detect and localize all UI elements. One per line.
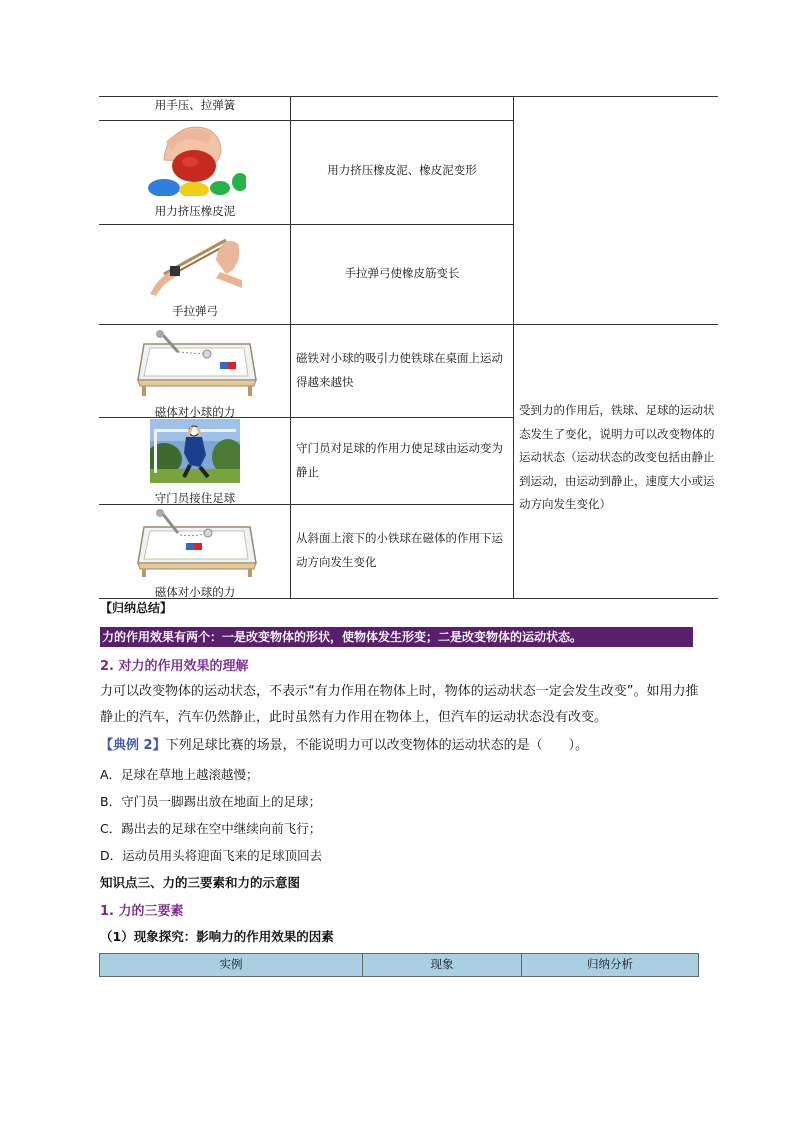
- row-caption: 守门员接住足球: [154, 491, 236, 505]
- example-question-text: 下列足球比赛的场景，不能说明力可以改变物体的运动状态的是（ ）。: [165, 738, 589, 753]
- knowledge-point-title: 知识点三、力的三要素和力的示意图: [100, 875, 301, 890]
- section-paragraph: 力可以改变物体的运动状态，不表示“有力作用在物体上时，物体的运动状态一定会发生改变”。如用力推静止的汽车，汽车仍然静止，此时虽然有力作用在物体上，但汽车的运动状态没有改变。: [100, 684, 699, 725]
- header-phenomenon: 现象: [430, 957, 454, 971]
- option-b: B．守门员一脚踢出放在地面上的足球；: [100, 794, 322, 809]
- row-phenomenon: 手拉弹弓使橡皮筋变长: [344, 266, 460, 280]
- option-d: D．运动员用头将迎面飞来的足球顶回去: [100, 848, 323, 863]
- magnet-ball-image-2: [130, 507, 258, 577]
- magnet-ball-image: [130, 328, 258, 398]
- factors-table-header: [99, 953, 699, 977]
- goalkeeper-photo: [150, 419, 240, 483]
- section-heading: 2. 对力的作用效果的理解: [100, 659, 249, 674]
- row-caption: 用力挤压橡皮泥: [154, 204, 236, 218]
- header-analysis: 归纳分析: [587, 957, 633, 971]
- row-divider: [99, 224, 513, 225]
- row-phenomenon: 从斜面上滚下的小铁球在磁体的作用下运动方向发生变化: [296, 531, 503, 569]
- example-label: 【典例 2】: [100, 738, 166, 753]
- row-phenomenon: 守门员对足球的作用力使足球由运动变为静止: [296, 441, 503, 479]
- row-caption: 用手压、拉弹簧: [154, 98, 236, 112]
- option-a: A．足球在草地上越滚越慢；: [100, 767, 259, 782]
- summary-title: 【归纳总结】: [100, 601, 173, 615]
- column-divider: [513, 96, 514, 599]
- row-phenomenon: 用力挤压橡皮泥、橡皮泥变形: [327, 163, 477, 177]
- header-example: 实例: [219, 957, 243, 971]
- slingshot-image: [146, 230, 242, 296]
- sub-sub-heading: （1）现象探究：影响力的作用效果的因素: [100, 929, 334, 944]
- row-caption: 磁体对小球的力: [154, 585, 236, 599]
- analysis-motion-state: 受到力的作用后，铁球、足球的运动状态发生了变化，说明力可以改变物体的运动状态（运动状态的改变包括由静止到运动，由运动到静止，速度大小或运动方向发生变化）: [519, 403, 715, 511]
- row-phenomenon: 磁铁对小球的吸引力使铁球在桌面上运动得越来越快: [296, 351, 503, 389]
- row-caption: 手拉弹弓: [172, 304, 218, 318]
- row-divider: [99, 324, 718, 325]
- row-divider: [99, 120, 513, 121]
- playdough-image: [146, 122, 246, 196]
- example-question: [100, 733, 700, 759]
- summary-highlight: 力的作用效果有两个：一是改变物体的形状，使物体发生形变；二是改变物体的运动状态。: [100, 627, 693, 647]
- sub-heading: 1. 力的三要素: [100, 904, 184, 919]
- option-c: C．踢出去的足球在空中继续向前飞行；: [100, 821, 322, 836]
- row-caption: 磁体对小球的力: [154, 405, 236, 419]
